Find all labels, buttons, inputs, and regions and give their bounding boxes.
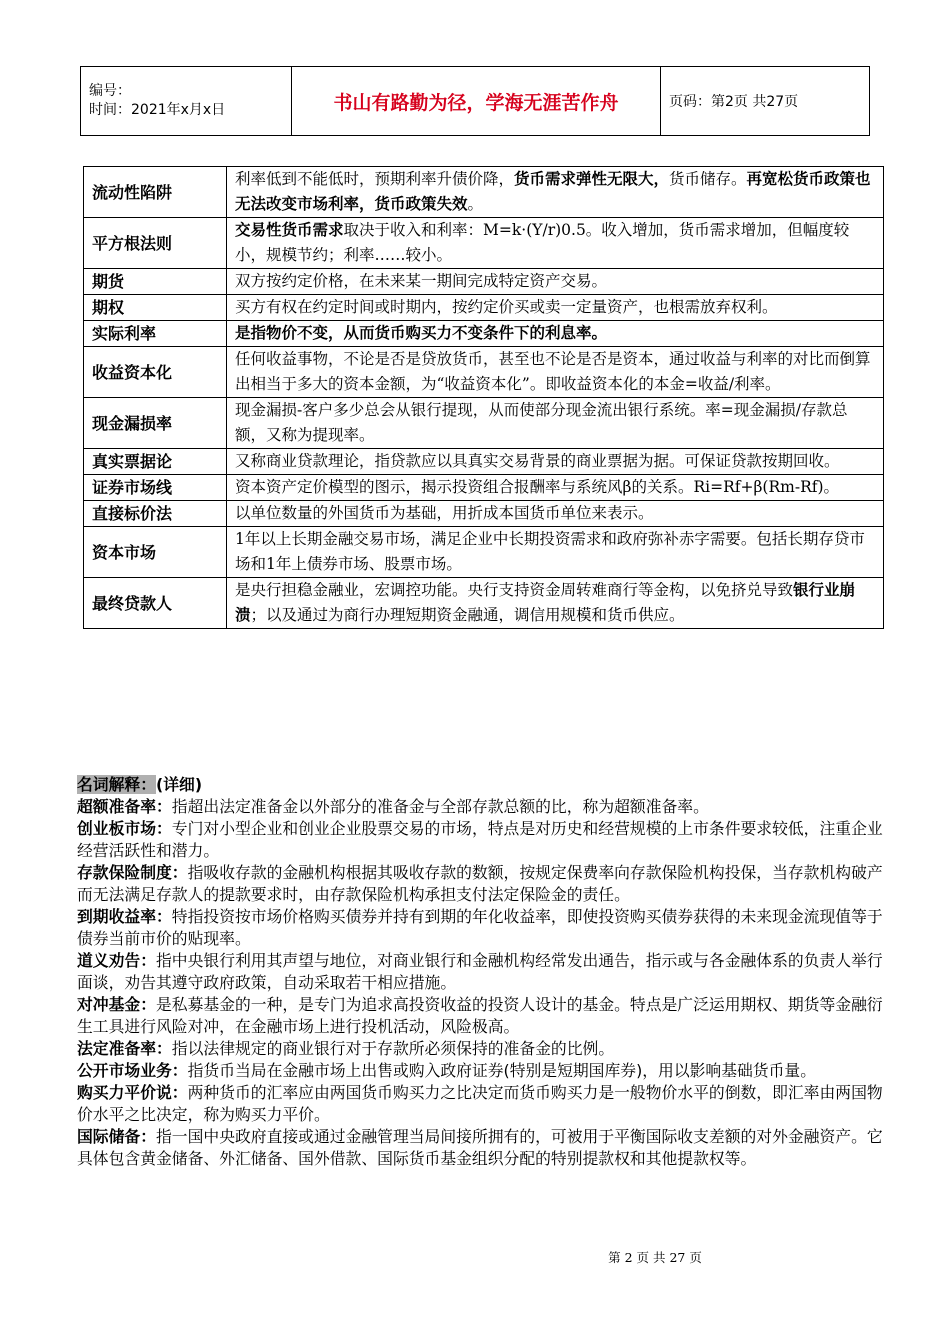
glossary-row [84, 449, 884, 475]
explanation-term: 到期收益率： [77, 907, 172, 926]
definition-text: 1年以上长期金融交易市场，满足企业中长期投资需求和政府弥补赤字需要。包括长期存贷市场和1年上债券市场、股票市场。 [235, 530, 865, 573]
explanation-term: 公开市场业务： [77, 1061, 188, 1080]
explanation-item [77, 796, 887, 818]
glossary-definition [227, 398, 884, 449]
definition-emphasis: 货币需求弹性无限大， [514, 170, 670, 188]
explanation-text: 指货币当局在金融市场上出售或购入政府证券(特别是短期国库券)，用以影响基础货币量。 [187, 1061, 816, 1080]
glossary-row [84, 527, 884, 578]
explanation-text: 指超出法定准备金以外部分的准备金与全部存款总额的比，称为超额准备率。 [171, 797, 709, 816]
definition-text: 利率低到不能低时，预期利率升债价降， [235, 170, 515, 188]
glossary-term: 期货 [84, 269, 227, 295]
glossary-term: 流动性陷阱 [84, 167, 227, 218]
glossary-definition [227, 347, 884, 398]
explanation-text: 是私募基金的一种，是专门为追求高投资收益的投资人设计的基金。特点是广泛运用期权、期货等金融衍生工具进行风险对冲，在金融市场上进行投机活动，风险极高。 [77, 995, 883, 1036]
glossary-row [84, 347, 884, 398]
explanation-term: 购买力平价说： [77, 1083, 188, 1102]
glossary-term: 期权 [84, 295, 227, 321]
explanation-text: 特指投资按市场价格购买债券并持有到期的年化收益率，即使投资购买债券获得的未来现金流现值等于债券当前市价的贴现率。 [77, 907, 883, 948]
glossary-row [84, 321, 884, 347]
definition-text: 任何收益事物，不论是否是贷放货币，甚至也不论是否是资本，通过收益与利率的对比而倒算出相当于多大的资本金额，为“收益资本化”。即收益资本化的本金=收益/利率。 [235, 350, 871, 393]
term-explanations [77, 774, 887, 1170]
glossary-term: 最终贷款人 [84, 578, 227, 629]
definition-text: 双方按约定价格，在未来某一期间完成特定资产交易。 [235, 272, 608, 290]
explanation-item [77, 1082, 887, 1126]
explanation-text: 指中央银行利用其声望与地位，对商业银行和金融机构经常发出通告，指示或与各金融体系的负责人举行面谈，劝告其遵守政府政策，自动采取若干相应措施。 [77, 951, 883, 992]
header-motto: 书山有路勤为径，学海无涯苦作舟 [292, 67, 661, 136]
definition-emphasis: 是指物价不变，从而货币购买力不变条件下的利息率。 [235, 324, 608, 342]
glossary-row [84, 269, 884, 295]
explanation-text: 指一国中央政府直接或通过金融管理当局间接所拥有的，可被用于平衡国际收支差额的对外金融资产。它具体包含黄金储备、外汇储备、国外借款、国际货币基金组织分配的特别提款权和其他提款权等。 [77, 1127, 883, 1168]
glossary-definition [227, 501, 884, 527]
glossary-row [84, 398, 884, 449]
glossary-definition [227, 527, 884, 578]
definition-text: 买方有权在约定时间或时期内，按约定价买或卖一定量资产，也根需放弃权利。 [235, 298, 778, 316]
glossary-term: 直接标价法 [84, 501, 227, 527]
glossary-row [84, 218, 884, 269]
glossary-definition [227, 167, 884, 218]
glossary-row [84, 167, 884, 218]
glossary-definition [227, 449, 884, 475]
glossary-term: 收益资本化 [84, 347, 227, 398]
glossary-row [84, 578, 884, 629]
explanation-text: 两种货币的汇率应由两国货币购买力之比决定而货币购买力是一般物价水平的倒数，即汇率由两国物价水平之比决定，称为购买力平价。 [77, 1083, 883, 1124]
header-page-label: 页码：第2页 共27页 [661, 67, 870, 136]
date-label: 时间：2021年x月x日 [89, 102, 226, 118]
explanation-term: 法定准备率： [77, 1039, 172, 1058]
explanation-item [77, 950, 887, 994]
explanation-item [77, 818, 887, 862]
definition-text: 资本资产定价模型的图示，揭示投资组合报酬率与系统风β的关系。Ri=Rf+β(Rm-Rf)。 [235, 478, 840, 496]
explanation-item [77, 994, 887, 1038]
glossary-term: 真实票据论 [84, 449, 227, 475]
explanation-term: 创业板市场： [77, 819, 172, 838]
glossary-row [84, 295, 884, 321]
glossary-row [84, 501, 884, 527]
definition-text: 又称商业贷款理论，指贷款应以具真实交易背景的商业票据为据。可保证贷款按期回收。 [235, 452, 840, 470]
glossary-term: 实际利率 [84, 321, 227, 347]
section-heading-note: (详细) [156, 775, 203, 794]
glossary-definition [227, 475, 884, 501]
definition-text: 取决于收入和利率：M=k·(Y/r)0.5。收入增加，货币需求增加，但幅度较小，规模节约；利率……较小。 [235, 221, 850, 264]
glossary-definition [227, 295, 884, 321]
glossary-term: 平方根法则 [84, 218, 227, 269]
definition-text: ；以及通过为商行办理短期资金融通，调信用规模和货币供应。 [250, 606, 685, 624]
explanation-text: 专门对小型企业和创业企业股票交易的市场，特点是对历史和经营规模的上市条件要求较低，注重企业经营活跃性和潜力。 [77, 819, 883, 860]
glossary-row [84, 475, 884, 501]
explanation-item [77, 862, 887, 906]
page-footer: 第 2 页 共 27 页 [608, 1250, 702, 1265]
glossary-term: 现金漏损率 [84, 398, 227, 449]
definition-emphasis: 交易性货币需求 [235, 221, 344, 239]
glossary-definition [227, 269, 884, 295]
explanation-item [77, 1126, 887, 1170]
explanation-text: 指吸收存款的金融机构根据其吸收存款的数额，按规定保费率向存款保险机构投保，当存款机构破产而无法满足存款人的提款要求时，由存款保险机构承担支付法定保险金的责任。 [77, 863, 883, 904]
explanation-text: 指以法律规定的商业银行对于存款所必须保持的准备金的比例。 [171, 1039, 615, 1058]
definition-text: 。 [467, 195, 484, 213]
explanation-term: 超额准备率： [77, 797, 172, 816]
section-heading-line [77, 774, 887, 796]
glossary-term: 资本市场 [84, 527, 227, 578]
definition-text: 是央行担稳金融业，宏调控功能。央行支持资金周转难商行等金构，以免挤兑导致 [235, 581, 794, 599]
glossary-term: 证券市场线 [84, 475, 227, 501]
definition-text: 货币储存。 [669, 170, 747, 188]
definition-emphasis: 银行业崩溃 [235, 581, 856, 624]
page-header [80, 66, 870, 136]
section-heading: 名词解释： [77, 775, 156, 794]
explanation-item [77, 906, 887, 950]
definition-emphasis: 再宽松货币政策也无法改变市场利率，货币政策失效 [235, 170, 871, 213]
glossary-definition [227, 578, 884, 629]
glossary-definition [227, 218, 884, 269]
header-meta [81, 67, 292, 136]
explanation-term: 对冲基金： [77, 995, 156, 1014]
explanation-item [77, 1060, 887, 1082]
glossary-table [83, 166, 884, 629]
glossary-definition [227, 321, 884, 347]
definition-text: 以单位数量的外国货币为基础，用折成本国货币单位来表示。 [235, 504, 654, 522]
definition-text: 现金漏损-客户多少总会从银行提现，从而使部分现金流出银行系统。率=现金漏损/存款总额，又称为提现率。 [235, 401, 848, 444]
explanation-term: 存款保险制度： [77, 863, 188, 882]
explanation-item [77, 1038, 887, 1060]
explanation-term: 国际储备： [77, 1127, 156, 1146]
explanation-term: 道义劝告： [77, 951, 156, 970]
code-label: 编号： [89, 83, 131, 99]
